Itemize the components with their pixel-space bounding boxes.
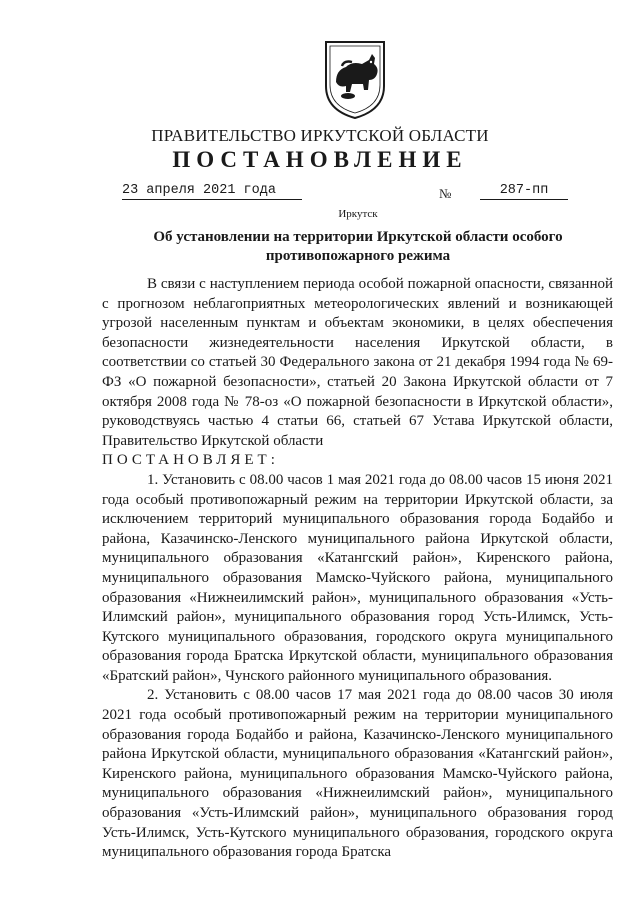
item-2-paragraph: 2. Установить с 08.00 часов 17 мая 2021 года до 08.00 часов 30 июля 2021 года особый противопожарный режим на территории муниципального образования города Бодайбо и района, Казачинско-Ленского муниципального района Иркутской области, муниципального образования «Катангский район», Киренского района, муниципального образования Мамско-Чуйского района, муниципального образования «Нижнеилимский район», муниципального образования «Усть-Илимский район», муниципального образования город Усть-Илимск, Усть-Кутского муниципального образования, городского округа муниципального образования города Братска: [102, 687, 613, 861]
preamble-paragraph: В связи с наступлением периода особой пожарной опасности, связанной с прогнозом неблагоприятных метеорологических явлений и возникающей угрозой населенным пунктам и объектам экономики, в целях обеспечения безопасности жизнедеятельности населения Иркутской области, в соответствии со статьей 30 Федерального закона от 21 декабря 1994 года № 69-ФЗ «О пожарной безопасности», статьей 20 Закона Иркутской области от 7 октября 2008 года № 78-оз «О пожарной безопасности в Иркутской области», руководствуясь частью 4 статьи 66, статьей 67 Устава Иркутской области, Правительство Иркутской области: [102, 276, 613, 449]
document-number: 287-пп: [480, 183, 568, 200]
document-body: [102, 275, 613, 863]
item-1-paragraph: 1. Установить с 08.00 часов 1 мая 2021 года до 08.00 часов 15 июня 2021 года особый противопожарный режим на территории Иркутской области, за исключением территорий муниципального образования города Бодайбо и района, Казачинско-Ленского муниципального района Иркутской области, муниципального образования «Катангский район», Киренского района, муниципального образования Мамско-Чуйского района, муниципального образования «Нижнеилимский район», муниципального образования «Усть-Илимский район», муниципального образования город Усть-Илимск, Усть-Кутского муниципального образования, городского округа муниципального образования города Братска Иркутской области, муниципального образования «Братский район», Чунского районного муниципального образования.: [102, 471, 613, 684]
document-title: Об установлении на территории Иркутской области особого противопожарного режима: [153, 229, 563, 264]
government-name: ПРАВИТЕЛЬСТВО ИРКУТСКОЙ ОБЛАСТИ: [151, 126, 489, 145]
document-type: ПОСТАНОВЛЕНИЕ: [172, 147, 468, 172]
city-name: Иркутск: [338, 208, 378, 220]
resolves-heading: ПОСТАНОВЛЯЕТ:: [102, 452, 279, 469]
document-date: 23 апреля 2021 года: [122, 183, 302, 200]
number-sign: №: [439, 186, 452, 201]
coat-of-arms-icon: [322, 40, 388, 120]
